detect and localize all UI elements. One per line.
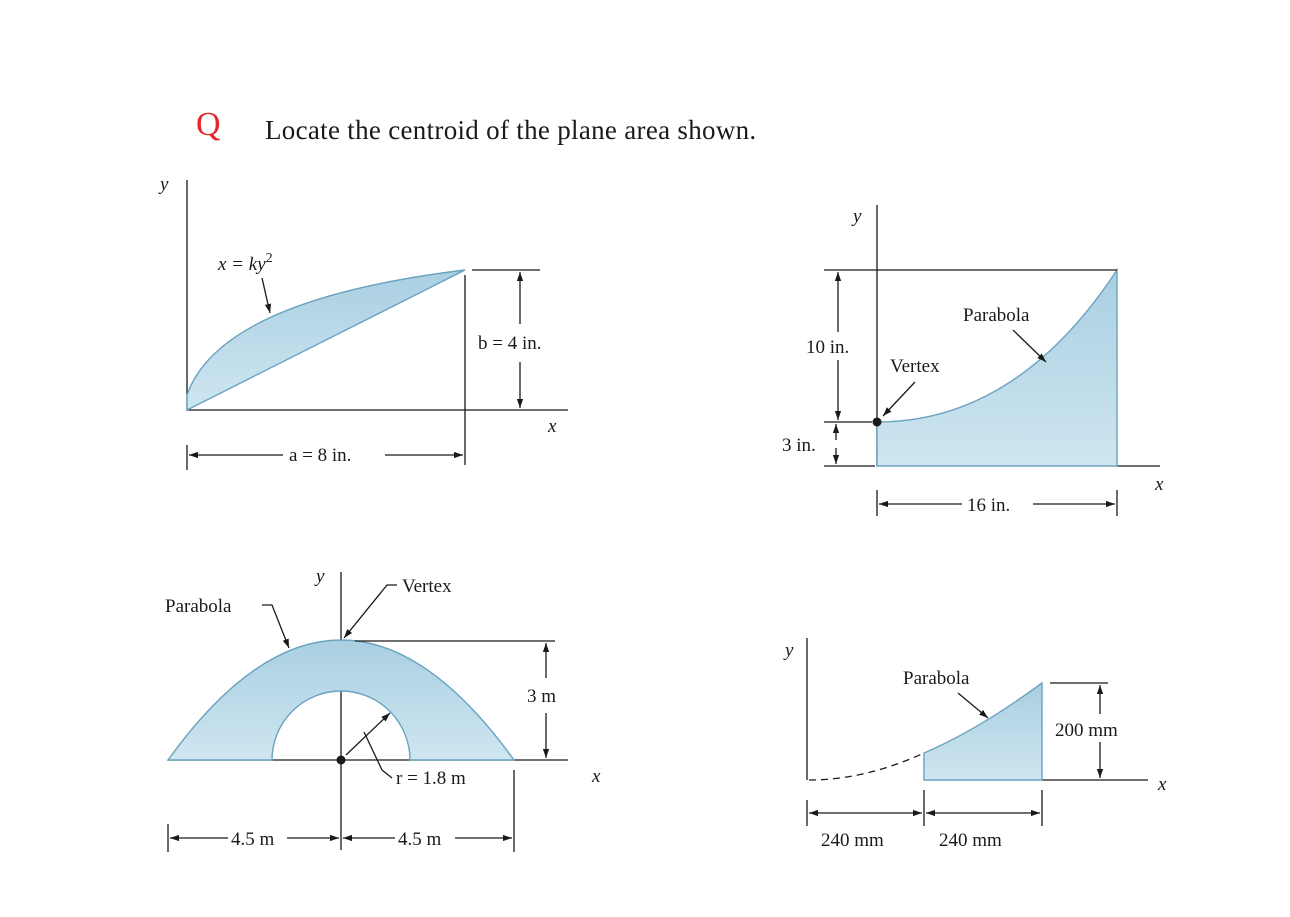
fig2-y-label: y (853, 206, 862, 227)
fig1-dim-a: a = 8 in. (289, 445, 352, 466)
fig4-y-label: y (785, 640, 794, 661)
fig1-parabolic-area (187, 270, 465, 410)
fig3-center-point (337, 756, 346, 765)
fig1-x-label: x (548, 416, 557, 437)
fig3-vertex-leader (344, 585, 397, 638)
fig2-dim-3: 3 in. (782, 435, 816, 456)
fig2-x-label: x (1155, 474, 1164, 495)
figure-3 (165, 566, 601, 852)
fig2-vertex-point (873, 418, 882, 427)
fig3-x-label: x (592, 766, 601, 787)
fig1-y-label: y (160, 174, 169, 195)
fig4-x-label: x (1158, 774, 1167, 795)
fig3-radius-arrow (346, 713, 390, 755)
fig4-parabola-leader (958, 693, 988, 718)
fig2-dim-16: 16 in. (967, 495, 1011, 516)
fig1-curve-label: $x = ky^2$ (218, 251, 273, 275)
fig2-vertex-leader (883, 382, 915, 416)
fig4-dim-240b: 240 mm (939, 830, 1002, 851)
fig3-dim-left: 4.5 m (231, 829, 275, 850)
fig3-dim-right: 4.5 m (398, 829, 442, 850)
fig3-dim-r: r = 1.8 m (396, 768, 466, 789)
fig4-dim-240a: 240 mm (821, 830, 884, 851)
question-text: Locate the centroid of the plane area shown. (265, 115, 757, 145)
fig1-curve-leader (262, 278, 270, 313)
fig2-vertex-label: Vertex (890, 356, 940, 377)
fig4-dim-200: 200 mm (1055, 720, 1118, 741)
fig3-radius-leader-2 (382, 770, 392, 778)
fig2-dim-10: 10 in. (806, 337, 850, 358)
fig4-parabola-label: Parabola (903, 668, 970, 689)
fig2-parabola-label: Parabola (963, 305, 1030, 326)
fig4-parabolic-area (924, 683, 1042, 780)
fig3-vertex-label: Vertex (402, 576, 452, 597)
question-marker: Q (196, 106, 221, 143)
fig3-radius-leader (364, 732, 382, 770)
figure-2 (782, 205, 1164, 516)
figure-1 (158, 174, 568, 470)
figure-4 (783, 638, 1167, 851)
fig1-dim-b: b = 4 in. (478, 333, 542, 354)
fig2-parabola-leader (1013, 330, 1046, 362)
fig3-dim-3m: 3 m (527, 686, 557, 707)
fig3-parabola-label: Parabola (165, 596, 232, 617)
fig4-dashed-parabola (809, 753, 924, 780)
fig3-parabola-leader (262, 605, 289, 648)
fig3-y-label: y (316, 566, 325, 587)
